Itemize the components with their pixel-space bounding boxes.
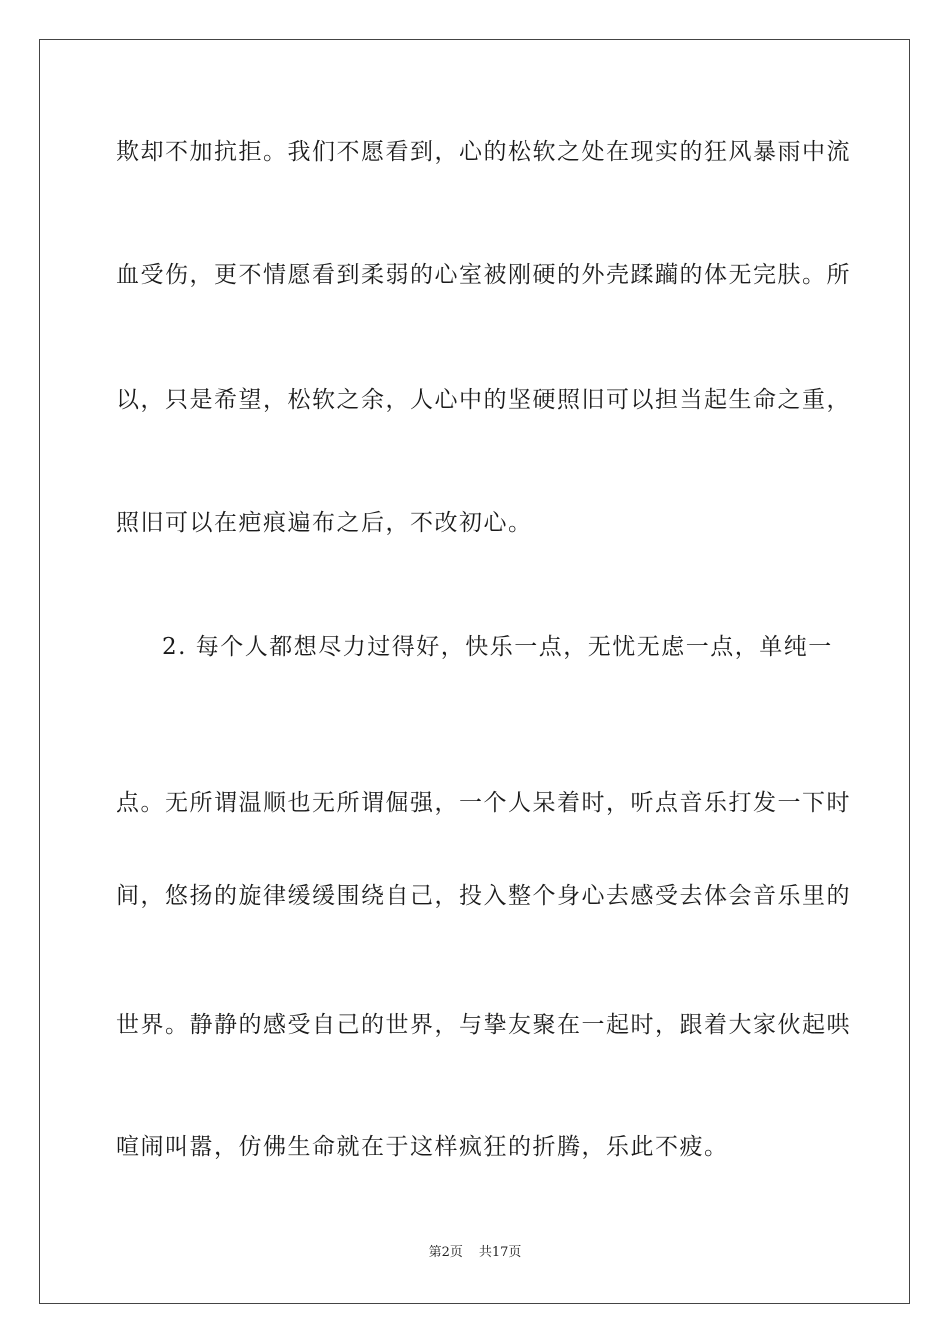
page-footer [0, 1244, 950, 1262]
page-total: 共17页 [478, 1245, 522, 1260]
body-text-line: 间，悠扬的旋律缓缓围绕自己，投入整个身心去感受去体会音乐里的 [116, 883, 851, 909]
body-text-line: 照旧可以在疤痕遍布之后，不改初心。 [116, 510, 533, 536]
body-text-line: 点。无所谓温顺也无所谓倔强，一个人呆着时，听点音乐打发一下时 [116, 790, 851, 816]
page-number: 第2页 [428, 1245, 463, 1260]
body-text-line: 以，只是希望，松软之余，人心中的坚硬照旧可以担当起生命之重， [116, 387, 851, 413]
page-border [39, 39, 910, 1304]
body-text-line: 喧闹叫嚣，仿佛生命就在于这样疯狂的折腾，乐此不疲。 [116, 1134, 729, 1160]
body-text-line: 血受伤，更不情愿看到柔弱的心室被刚硬的外壳蹂躏的体无完肤。所 [116, 262, 851, 288]
body-text-line: 世界。静静的感受自己的世界，与挚友聚在一起时，跟着大家伙起哄 [116, 1012, 851, 1038]
body-text-line: 欺却不加抗拒。我们不愿看到，心的松软之处在现实的狂风暴雨中流 [116, 139, 851, 165]
paragraph-start-line: 2. 每个人都想尽力过得好，快乐一点，无忧无虑一点，单纯一 [162, 634, 833, 660]
